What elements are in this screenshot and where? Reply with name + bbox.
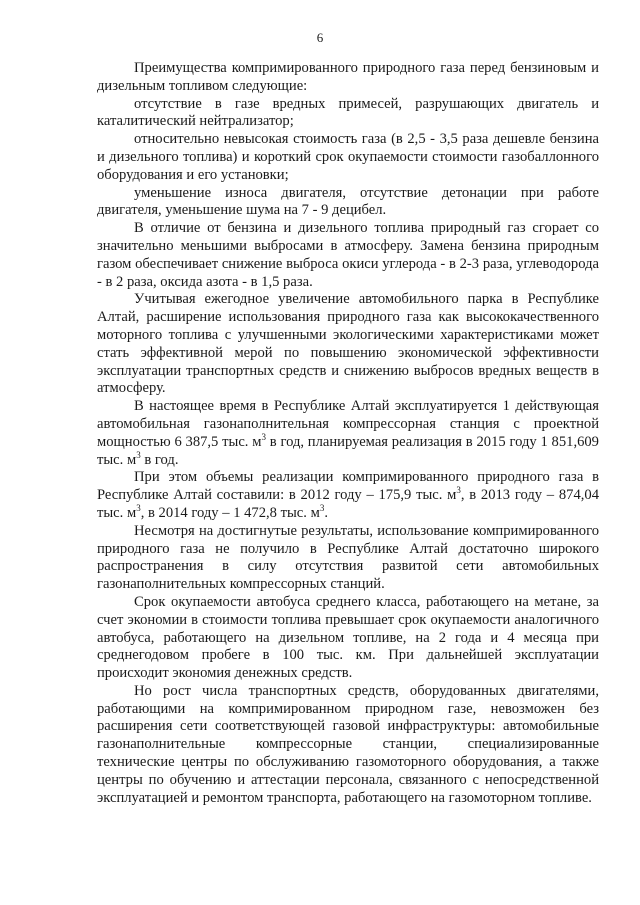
paragraph-low-gas-cost: относительно невысокая стоимость газа (в 2,5 - 3,5 раза дешевле бензина и дизельного топлива) и короткий срок окупаемости стоимости газобаллонного оборудования и его установки; — [97, 131, 599, 183]
paragraph-no-harmful-impurities: отсутствие в газе вредных примесей, разрушающих двигатель и каталитический нейтрализатор; — [97, 95, 599, 130]
paragraph-infrastructure-needed: Но рост числа транспортных средств, оборудованных двигателями, работающими на компримированном природном газе, невозможен без расширения сети соответствующей газовой инфраструктуры: автомобильные газонаполнительные компрессорные станции, специализированные технические центры по обслуживанию газомоторного оборудования, а также центры по обучению и аттестации персонала, связанного с непосредственной эксплуатацией и ремонтом транспорта, работающего на газомоторном топливе. — [97, 682, 599, 806]
paragraph-lower-emissions: В отличие от бензина и дизельного топлива природный газ сгорает со значительно меньшими выбросами в атмосферу. Замена бензина природным газом обеспечивает снижение выброса окиси углерода - в 2-3 раза, углеводорода - в 2 раза, оксида азота - в 1,5 раза. — [97, 220, 599, 290]
superscript: 3 — [319, 503, 325, 514]
superscript: 3 — [136, 503, 141, 514]
paragraph-reduced-engine-wear: уменьшение износа двигателя, отсутствие детонации при работе двигателя, уменьшение шума на 7 - 9 децибел. — [97, 184, 599, 219]
document-body — [97, 60, 599, 807]
text-segment: . — [324, 504, 328, 521]
text-segment: , в 2013 году – 874,04 тыс. м — [97, 487, 599, 521]
paragraph-sales-volumes — [97, 469, 599, 522]
paragraph-bus-payback: Срок окупаемости автобуса среднего класса, работающего на метане, за счет экономии в стоимости топлива превышает срок окупаемости аналогичного автобуса, работающего на дизельном топливе, на 2 года и 4 месяца при среднегодовом пробеге в 100 тыс. км. При дальнейшей эксплуатации происходит экономия денежных средств. — [97, 593, 599, 682]
text-segment: При этом объемы реализации компримированного природного газа в Республике Алтай составили: в 2012 году – 175,9 тыс. м — [97, 469, 599, 504]
superscript: 3 — [136, 449, 141, 460]
text-segment: В настоящее время в Республике Алтай эксплуатируется 1 действующая автомобильная газонаполнительная компрессорная станция с проектной мощностью 6 387,5 тыс. м — [97, 398, 599, 450]
superscript: 3 — [456, 485, 461, 496]
text-segment: в год, планируемая реализация в 2015 году 1 851,609 тыс. м — [97, 433, 599, 468]
paragraph-limited-distribution: Несмотря на достигнутые результаты, использование компримированного природного газа не получило в Республике Алтай достаточно широкого распространения в силу отсутствия развитой сети автомобильных газонаполнительных компрессорных станций. — [97, 522, 599, 593]
paragraph-vehicle-fleet-growth: Учитывая ежегодное увеличение автомобильного парка в Республике Алтай, расширение использования природного газа как высококачественного моторного топлива с улучшенными экологическими характеристиками может стать эффективной мерой по повышению экономической эффективности эксплуатации транспортных средств и снижению выбросов вредных веществ в атмосферу. — [97, 291, 599, 397]
text-segment: , в 2014 году – 1 472,8 тыс. м — [140, 504, 320, 521]
paragraph-advantages-intro: Преимущества компримированного природного газа перед бензиновым и дизельным топливом следующие: — [97, 60, 599, 94]
paragraph-station-capacity — [97, 398, 599, 469]
text-segment: в год. — [140, 451, 179, 468]
superscript: 3 — [261, 431, 266, 442]
page-number: 6 — [316, 30, 324, 45]
